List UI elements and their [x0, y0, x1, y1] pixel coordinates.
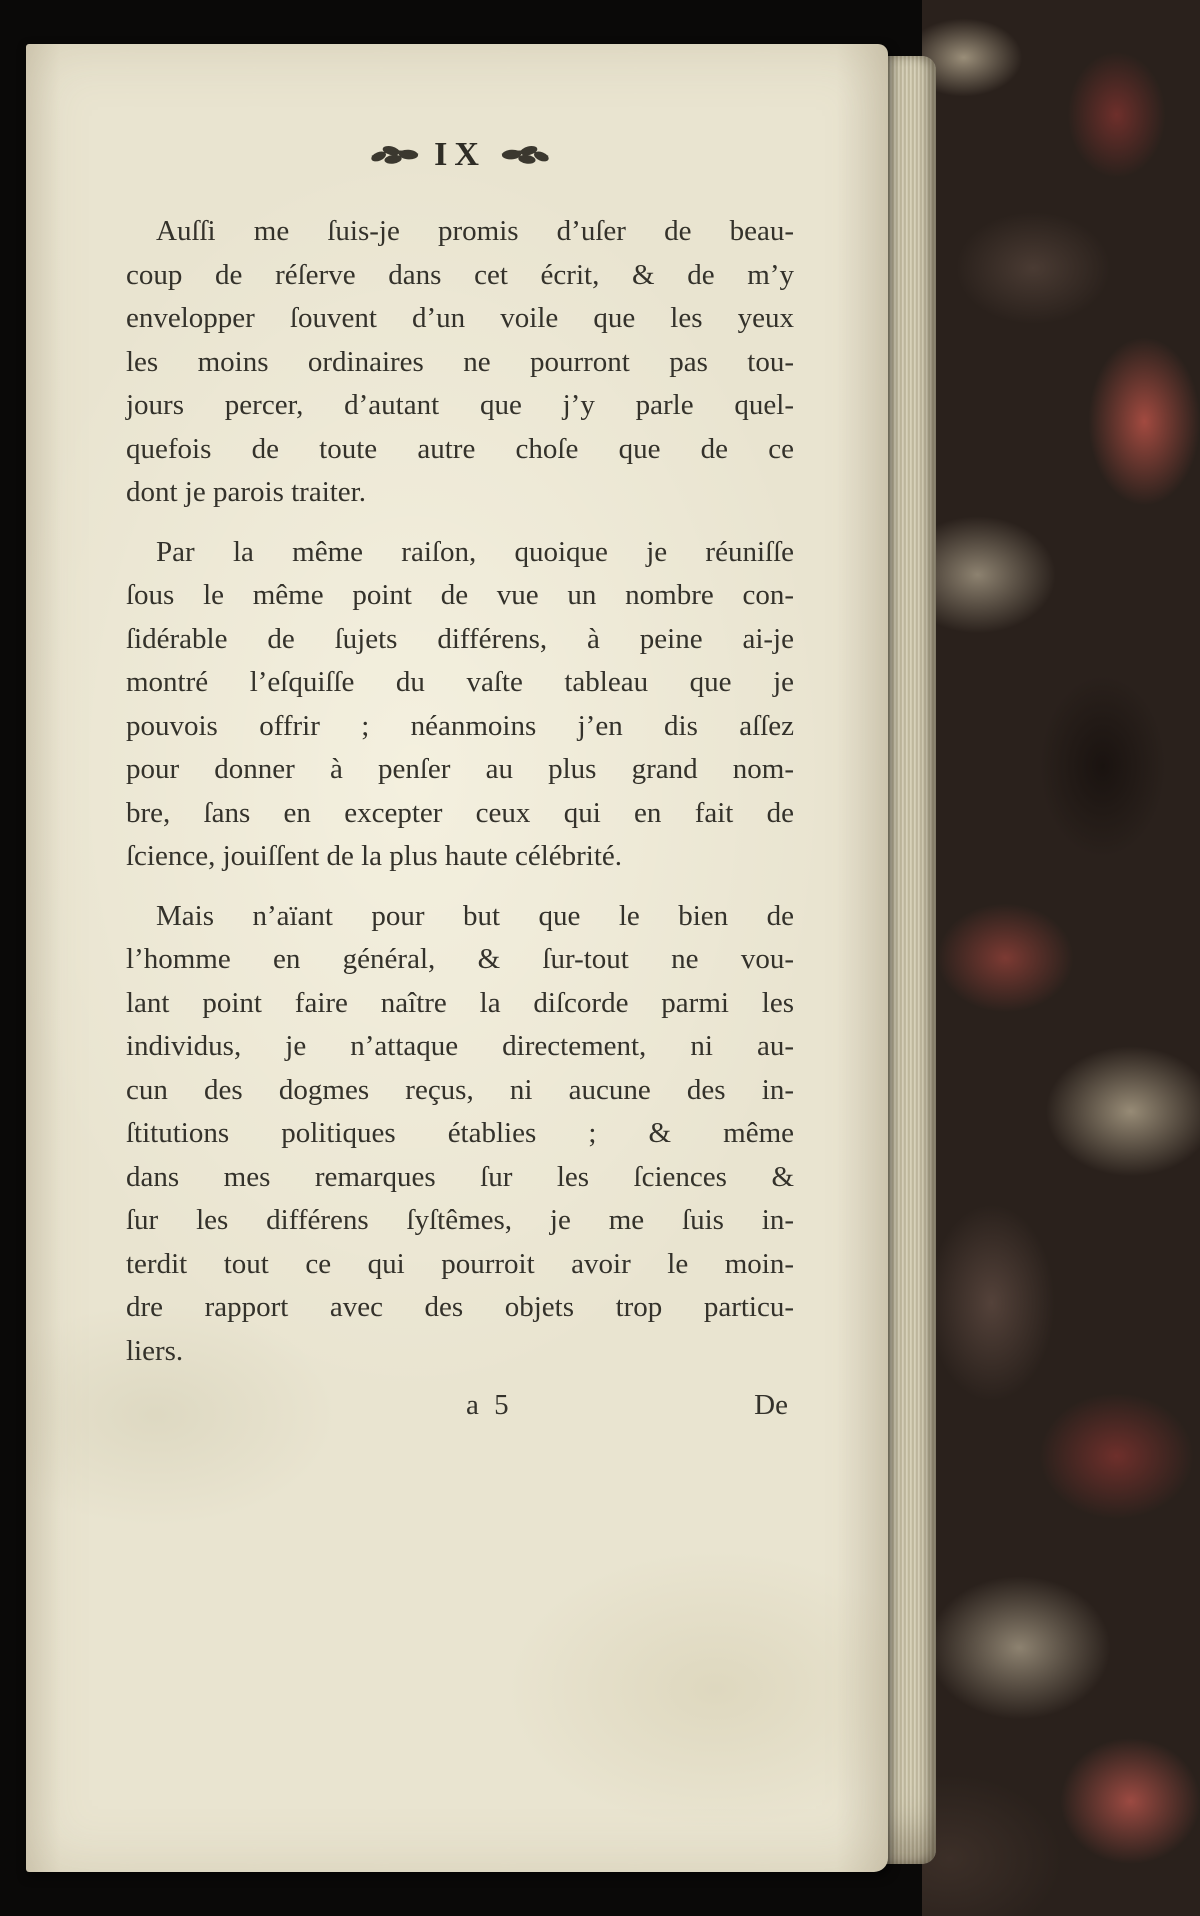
text-line: envelopper ſouvent d’un voile que les yeux: [126, 302, 794, 334]
page-body: [126, 210, 794, 1373]
text-line: dre rapport avec des objets trop particu-: [126, 1291, 794, 1323]
book-fore-edge: [886, 56, 936, 1864]
text-line: jours percer, d’autant que j’y parle quel-: [126, 389, 794, 421]
text-line: l’homme en général, & ſur-tout ne vou-: [126, 943, 794, 975]
text-line: bre, ſans en excepter ceux qui en fait de: [126, 796, 794, 829]
page-number: IX: [434, 136, 486, 173]
text-line: Auſſi me ſuis-je promis d’uſer de beau-: [156, 215, 794, 247]
paragraph: [126, 531, 794, 879]
text-line: coup de réſerve dans cet écrit, & de m’y: [126, 258, 794, 291]
text-line: quefois de toute autre choſe que de ce: [126, 432, 794, 465]
paragraph: [126, 895, 794, 1374]
book-page: [26, 44, 888, 1872]
catchword: De: [754, 1389, 788, 1421]
text-line: montré l’eſquiſſe du vaſte tableau que je: [126, 666, 794, 698]
text-line: dont je parois traiter.: [126, 476, 366, 508]
paragraph: [126, 210, 794, 515]
text-line: pour donner à penſer au plus grand nom-: [126, 753, 794, 785]
text-line: lant point faire naître la diſcorde parmi les: [126, 986, 794, 1019]
text-line: ſous le même point de vue un nombre con-: [126, 579, 794, 611]
text-line: liers.: [126, 1334, 184, 1367]
fleuron-right-icon: [500, 143, 550, 168]
page-header: [126, 136, 794, 174]
text-line: Mais n’aïant pour but que le bien de: [156, 899, 794, 932]
text-line: cun des dogmes reçus, ni aucune des in-: [126, 1073, 794, 1106]
text-line: ſcience, jouiſſent de la plus haute célébrité.: [126, 840, 623, 872]
fleuron-left-icon: [370, 143, 420, 168]
text-line: pouvois offrir ; néanmoins j’en dis aſſez: [126, 709, 794, 742]
text-line: individus, je n’attaque directement, ni au-: [126, 1030, 794, 1062]
text-line: ſur les différens ſyſtêmes, je me ſuis in-: [126, 1204, 794, 1236]
text-line: ſidérable de ſujets différens, à peine ai-je: [126, 622, 794, 655]
page-footer: [126, 1389, 794, 1422]
marbled-cover: [922, 0, 1200, 1916]
text-line: les moins ordinaires ne pourront pas tou-: [126, 345, 794, 378]
text-line: dans mes remarques ſur les ſciences &: [126, 1160, 794, 1193]
text-block: [126, 44, 794, 1422]
text-line: ſtitutions politiques établies ; & même: [126, 1117, 794, 1149]
signature-mark: a 5: [466, 1389, 513, 1421]
text-line: terdit tout ce qui pourroit avoir le moin-: [126, 1247, 794, 1280]
text-line: Par la même raiſon, quoique je réuniſſe: [156, 535, 794, 568]
